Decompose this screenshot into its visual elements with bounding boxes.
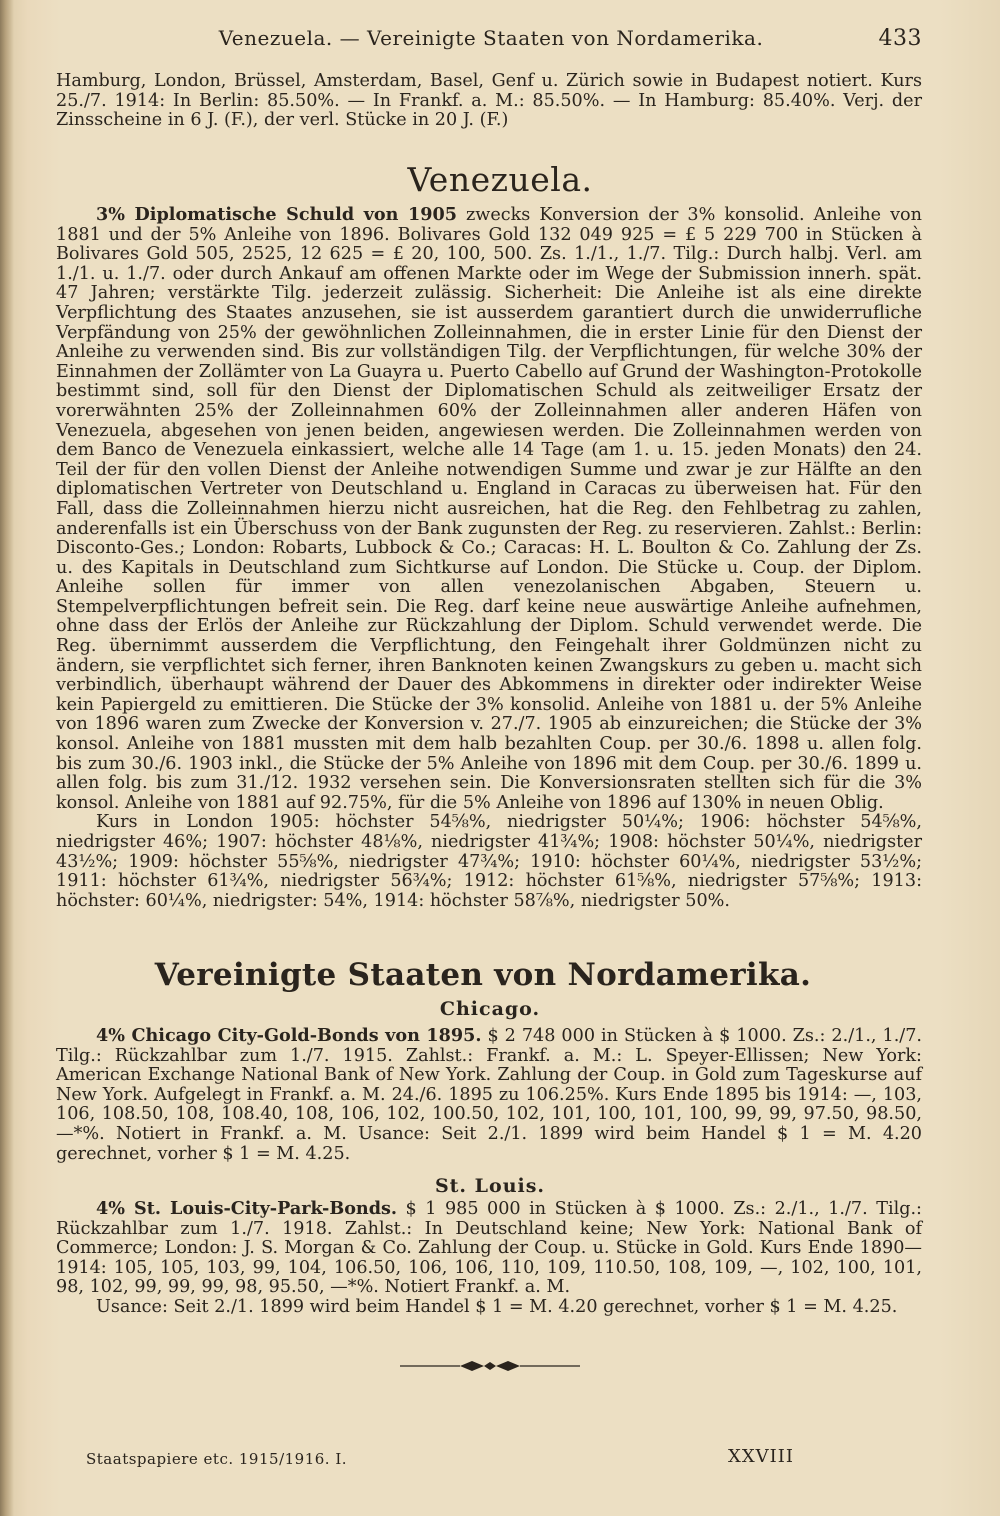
chicago-body: $ 2 748 000 in Stücken à $ 1000. Zs.: 2./1., 1./7. Tilg.: Rückzahlbar zum 1./7. 1915. Zahlst.: Frankf. a. M.: L. Speyer-Ellissen; New York: American Exchange National Bank of New York. Zahlung der Coup. in Gold zum Tageskurse auf New York. Aufgelegt in Frankf. a. M. 24./6. 1895 zu 106.25%. Kurs Ende 1895 bis 1914: —, 103, 106, 108.50, 108, 108.40, 108, 106, 102, 100.50, 102, 101, 100, 101, 100, 99, 99, 97.50, 98.50, —*%. Notiert in Frankf. a. M. Usance: Seit 2./1. 1899 wird beim Handel $ 1 = M. 4.20 gerechnet, vorher $ 1 = M. 4.25. xyxy=(56,1026,923,1164)
st-louis-paragraph xyxy=(56,1199,922,1298)
intro-paragraph xyxy=(56,72,922,131)
st-louis-section xyxy=(56,1199,922,1318)
heading-st-louis: St. Louis. xyxy=(434,1175,546,1197)
chicago-lead: 4% Chicago City-Gold-Bonds von 1895. xyxy=(96,1025,482,1046)
venezuela-body: zwecks Konversion der 3% konsolid. Anleihe von 1881 und der 5% Anleihe von 1896. Bolivares Gold 132 049 925 = £ 5 229 700 in Stücken à Bolivares Gold 505, 2525, 12 625 = £ 20, 100, 500. Zs. 1./1., 1./7. Tilg.: Durch halbj. Verl. am 1./1. u. 1./7. oder durch Ankauf am offenen Markte oder im Wege der Submission innerh. spät. 47 Jahren; verstärkte Tilg. jederzeit zulässig. Sicherheit: Die Anleihe ist als eine direkte Verpflichtung des Staates anzusehen, sie ist ausserdem garantiert durch die unwiderrufliche Verpfändung von 25% der gewöhnlichen Zolleinnahmen, die in erster Linie für den Dienst der Anleihe zu verwenden sind. Bis zur vollständigen Tilg. der Verpflichtungen, für welche 30% der Einnahmen der Zollämter von La Guayra u. Puerto Cabello auf Grund der Washington-Protokolle bestimmt sind, soll für den Dienst der Diplomatischen Schuld als zeitweiliger Ersatz der vorerwähnten 25% der Zolleinnahmen 60% der Zolleinnahmen aller anderen Häfen von Venezuela, abgesehen von jenen beiden, angewiesen werden. Die Zolleinnahmen werden von dem Banco de Venezuela einkassiert, welche alle 14 Tage (am 1. u. 15. jeden Monats) den 24. Teil der für den vollen Dienst der Anleihe notwendigen Summe und zwar je zur Hälfte an den diplomatischen Vertreter von Deutschland u. England in Caracas zu überweisen hat. Für den Fall, dass die Zolleinnahmen hierzu nicht ausreichen, hat die Reg. den Fehlbetrag zu zahlen, anderenfalls ist ein Überschuss von der Bank zugunsten der Reg. zu reservieren. Zahlst.: Berlin: Disconto-Ges.; London: Robarts, Lubbock & Co.; Caracas: H. L. Boulton & Co. Zahlung der Zs. u. des Kapitals in Deutschland zum Sichtkurse auf London. Die Stücke u. Coup. der Diplom. Anleihe sollen für immer von allen venezolanischen Abgaben, Steuern u. Stempelverpflichtungen befreit sein. Die Reg. darf keine neue auswärtige Anleihe aufnehmen, ohne dass der Erlös der Anleihe zur Rückzahlung der Diplom. Schuld verwendet werde. Die Reg. übernimmt ausserdem die Verpflichtung, den Feingehalt ihrer Goldmünzen nicht zu ändern, sie verpflichtet sich ferner, ihren Banknoten keinen Zwangskurs zu geben u. macht sich verbindlich, überhaupt während der Dauer des Abkommens in direkter oder indirekter Weise kein Papiergeld zu emittieren. Die Stücke der 3% konsolid. Anleihe von 1881 u. der 5% Anleihe von 1896 waren zum Zwecke der Konversion v. 27./7. 1905 ab einzureichen; die Stücke der 3% konsol. Anleihe von 1881 mussten mit dem halb bezahlten Coup. per 30./6. 1898 u. allen folg. bis zum 30./6. 1903 inkl., die Stücke der 5% Anleihe von 1896 mit dem Coup. per 30./6. 1899 u. allen folg. bis zum 31./12. 1932 versehen sein. Die Konversionsraten stellten sich für die 3% konsol. Anleihe von 1881 auf 92.75%, für die 5% Anleihe von 1896 auf 130% in neuen Oblig. xyxy=(56,205,922,813)
heading-usa: Vereinigte Staaten von Nordamerika. xyxy=(154,957,812,993)
venezuela-lead: 3% Diplomatische Schuld von 1905 xyxy=(96,204,457,225)
book-spine-shadow xyxy=(0,0,14,1516)
venezuela-section xyxy=(56,205,922,911)
intro-text: Hamburg, London, Brüssel, Amsterdam, Basel, Genf u. Zürich sowie in Budapest notiert. Kurs 25./7. 1914: In Berlin: 85.50%. — In Frankf. a. M.: 85.50%. — In Hamburg: 85.40%. Verj. der Zinsscheine in 6 J. (F.), der verl. Stücke in 20 J. (F.) xyxy=(56,71,922,131)
footer-signature: XXVIII xyxy=(728,1446,794,1467)
venezuela-kurs: Kurs in London 1905: höchster 54⅝%, niedrigster 50¼%; 1906: höchster 54⅝%, niedrigster 46%; 1907: höchster 48⅛%, niedrigster 41¾%; 1908: höchster 50¼%, niedrigster 43½%; 1909: höchster 55⅝%, niedrigster 47¾%; 1910: höchster 60¼%, niedrigster 53½%; 1911: höchster 61¾%, niedrigster 56¾%; 1912: höchster 61⅝%, niedrigster 57⅝%; 1913: höchster: 60¼%, niedrigster: 54%, 1914: höchster 58⅞%, niedrigster 50%. xyxy=(56,812,922,911)
st-louis-usance: Usance: Seit 2./1. 1899 wird beim Handel $ 1 = M. 4.20 gerechnet, vorher $ 1 = M. 4.25. xyxy=(96,1296,898,1317)
ornament-divider-icon xyxy=(400,1360,580,1372)
venezuela-paragraph xyxy=(56,205,922,813)
chicago-section xyxy=(56,1026,922,1164)
heading-chicago: Chicago. xyxy=(439,998,541,1020)
page-number: 433 xyxy=(878,26,922,51)
running-title: Venezuela. — Vereinigte Staaten von Nordamerika. xyxy=(218,26,764,50)
st-louis-lead: 4% St. Louis-City-Park-Bonds. xyxy=(96,1198,398,1219)
running-head xyxy=(60,26,922,54)
heading-venezuela: Venezuela. xyxy=(407,160,593,199)
footer-source: Staatspapiere etc. 1915/1916. I. xyxy=(86,1450,348,1468)
st-louis-body: $ 1 985 000 in Stücken à $ 1000. Zs.: 2./1., 1./7. Tilg.: Rückzahlbar zum 1./7. 1918. Zahlst.: In Deutschland keine; New York: National Bank of Commerce; London: J. S. Morgan & Co. Zahlung der Coup. u. Stücke in Gold. Kurs Ende 1890—1914: 105, 105, 103, 99, 104, 106.50, 106, 106, 110, 109, 110.50, 108, 109, —, 102, 100, 101, 98, 102, 99, 99, 99, 98, 95.50, —*%. Notiert Frankf. a. M. xyxy=(56,1199,922,1298)
chicago-paragraph xyxy=(56,1026,922,1164)
